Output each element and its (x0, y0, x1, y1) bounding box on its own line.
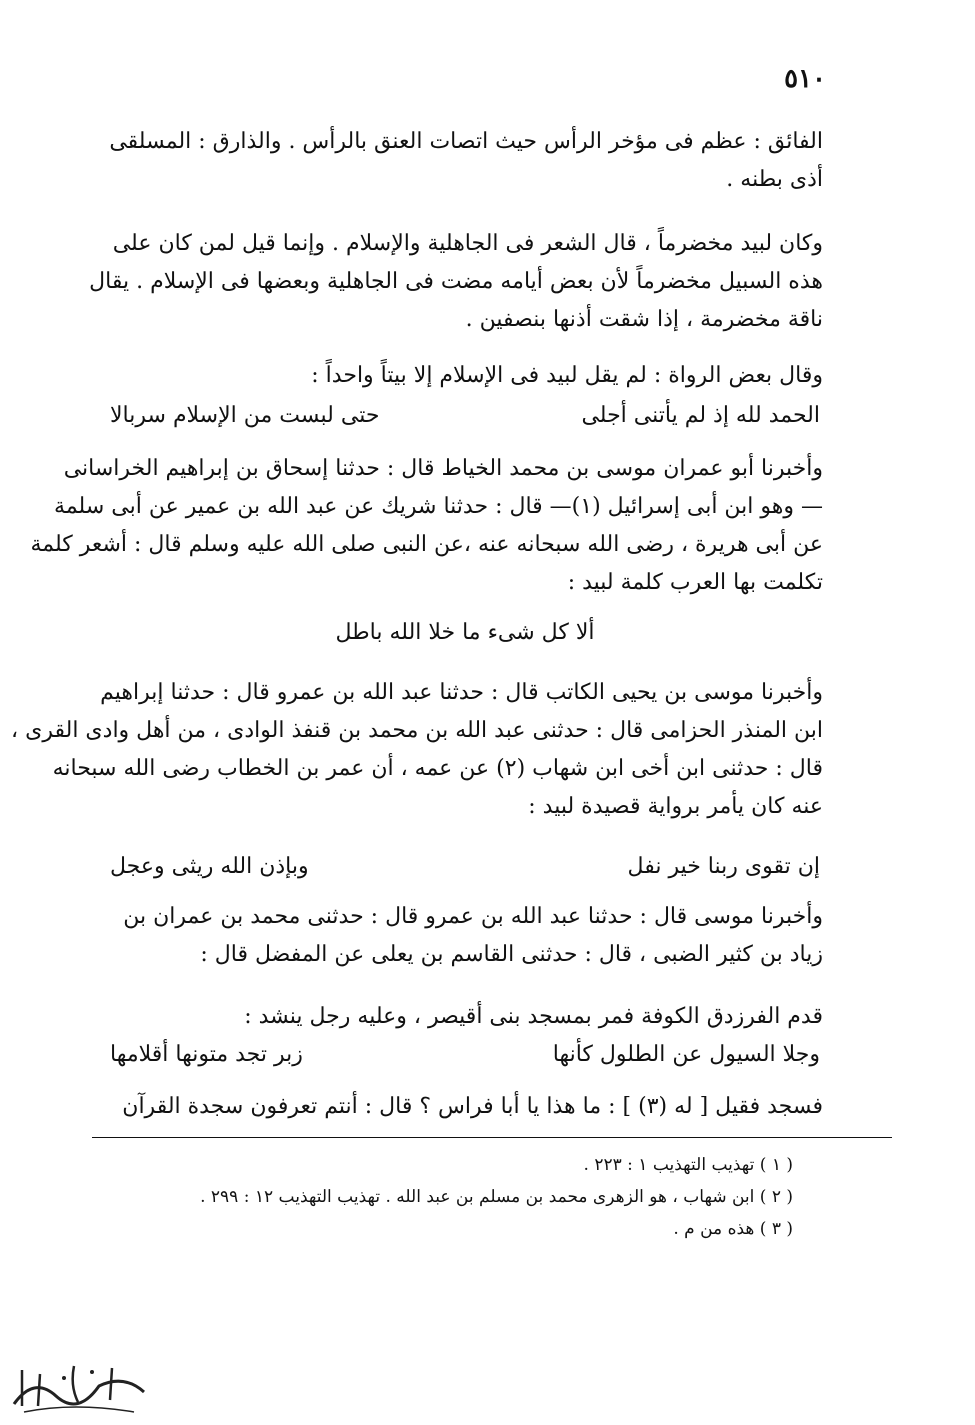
text-line: وقال بعض الرواة : لم يقل لبيد فى الإسلام إلا بيتاً واحداً : (311, 363, 823, 388)
footnote-2: ( ٢ ) ابن شهاب ، هو الزهرى محمد بن مسلم بن عبد الله . تهذيب التهذيب ١٢ : ٢٩٩ . (200, 1187, 793, 1207)
text-line: هذه السبيل مخضرماً لأن بعض أيامه مضت فى الجاهلية وبعضها فى الإسلام . يقال (89, 269, 823, 294)
text-line: الفائق : عظم فى مؤخر الرأس حيث اتصات العنق بالرأس . والذارق : المسلقى (109, 129, 823, 154)
paragraph-mukhadram (89, 225, 823, 339)
text-line: وأخبرنا موسى قال : حدثنا عبد الله بن عمرو قال : حدثنى محمد بن عمران بن (123, 904, 823, 929)
text-line: عن أبى هريرة ، رضى الله سبحانه عنه ،عن النبى صلى الله عليه وسلم قال : أشعر كلمة (30, 532, 823, 557)
text-line: أذى بطنه . (726, 167, 823, 192)
verse-3 (110, 848, 820, 886)
verse-1 (110, 397, 820, 435)
footnote-divider (92, 1137, 892, 1138)
text-line: — وهو ابن أبى إسرائيل (١)— قال : حدثنا شريك عن عبد الله بن عمير عن أبى سلمة (54, 494, 823, 519)
text-line: عنه كان يأمر برواية قصيدة لبيد : (528, 794, 823, 819)
paragraph-sajda (103, 1088, 823, 1126)
text-line: قدم الفرزدق الكوفة فمر بمسجد بنى أقيصر ، وعليه رجل ينشد : (244, 1004, 823, 1029)
verse-hemistich-second: وبإذن الله ريثى وعجل (110, 854, 309, 879)
page-number: ٥١٠ (784, 64, 826, 94)
verse-centered: ألا كل شىء ما خلا الله باطل (335, 620, 595, 645)
text-line: تكلمت بها العرب كلمة لبيد : (567, 570, 823, 595)
verse-4 (110, 1036, 820, 1074)
footnote-1: ( ١ ) تهذيب التهذيب ١ : ٢٢٣ . (583, 1155, 793, 1175)
text-line: قال : حدثنى ابن أخى ابن شهاب (٢) عن عمه ، أن عمر بن الخطاب رضى الله سبحانه (52, 756, 823, 781)
paragraph-narrators (103, 357, 823, 395)
verse-2 (110, 614, 820, 652)
verse-hemistich-first: وجلا السيول عن الطلول كأنها (552, 1042, 820, 1067)
text-line: وأخبرنا أبو عمران موسى بن محمد الخياط قال : حدثنا إسحاق بن إبراهيم الخراسانى (63, 456, 823, 481)
footnote-3: ( ٣ ) هذه من م . (673, 1219, 793, 1239)
verse-hemistich-first: إن تقوى ربنا خير نفل (627, 854, 820, 879)
text-line: فسجد فقيل [ له (٣) ] : ما هذا يا أبا فراس ؟ قال : أنتم تعرفون سجدة القرآن (122, 1094, 823, 1119)
text-line: زياد بن كثير الضبى ، قال : حدثنى القاسم بن يعلى عن المفضل قال : (200, 942, 823, 967)
verse-hemistich-first: الحمد لله إذ لم يأتنى أجلى (581, 403, 820, 428)
text-line: ابن المنذر الحزامى قال : حدثنى عبد الله بن محمد بن قنفذ الوادى ، من أهل وادى القرى ، (11, 718, 823, 743)
calligraphy-stamp-logo (4, 1356, 154, 1418)
text-line: وكان لبيد مخضرماً ، قال الشعر فى الجاهلية والإسلام . وإنما قيل لمن كان على (112, 231, 823, 256)
verse-hemistich-second: زبر تجد متونها أقلامها (110, 1042, 303, 1067)
paragraph-isnad-1 (30, 450, 823, 602)
paragraph-isnad-2 (11, 674, 823, 826)
paragraph-isnad-3 (103, 898, 823, 974)
paragraph-farazdaq (103, 998, 823, 1036)
text-line: ناقة مخضرمة ، إذا شقت أذنها بنصفين . (465, 307, 823, 332)
paragraph-definition (103, 123, 823, 199)
verse-hemistich-second: حتى لبست من الإسلام سربالا (110, 403, 380, 428)
text-line: وأخبرنا موسى بن يحيى الكاتب قال : حدثنا عبد الله بن عمرو قال : حدثنا إبراهيم (100, 680, 823, 705)
